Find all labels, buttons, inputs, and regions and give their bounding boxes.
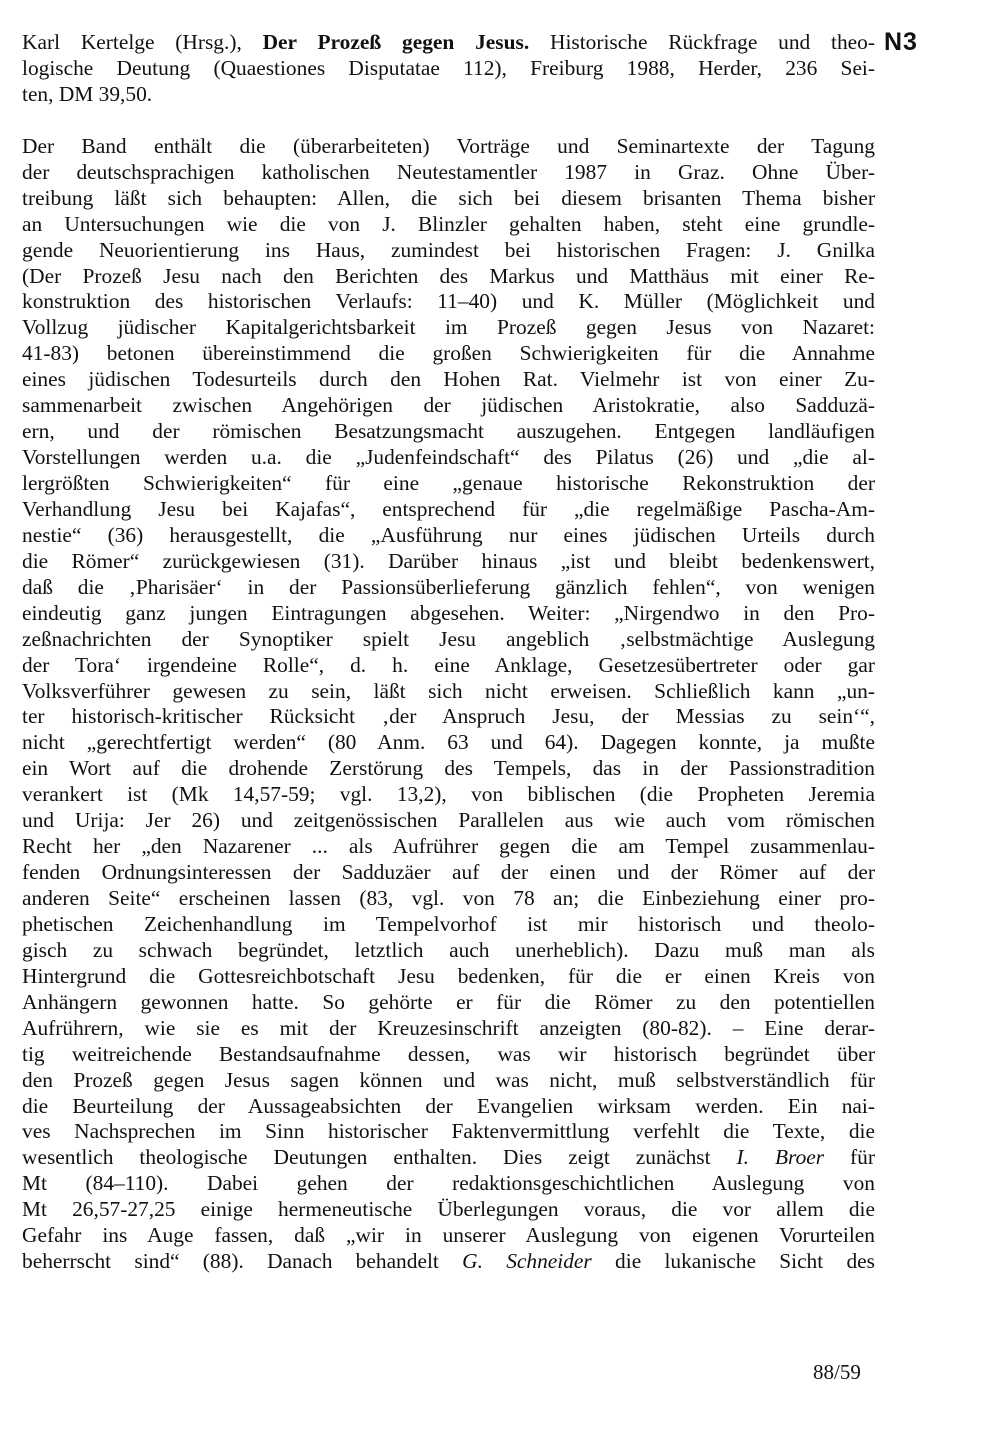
text-line: und Urija: Jer 26) und zeitgenössischen Parallelen aus wie auch vom römischen [22,808,875,833]
text-line: Mt 26,57-27,25 einige hermeneutische Überlegungen voraus, die vor allem die [22,1197,875,1222]
text-line: eindeutig ganz jungen Eintragungen abgesehen. Weiter: „Nirgendwo in den Pro- [22,600,875,625]
text-line: ves Nachsprechen im Sinn historischer Faktenvermittlung verfehlt die Texte, die [22,1119,875,1144]
text-line: der deutschsprachigen katholischen Neutestamentler 1987 in Graz. Ohne Über- [22,159,875,184]
text-line: treibung läßt sich behaupten: Allen, die sich bei diesem brisanten Thema bisher [22,185,875,210]
book-author: Karl Kertelge (Hrsg.), [22,30,263,54]
section-code: N3 [884,28,918,56]
text-line: 41-83) betonen übereinstimmend die großen Schwierigkeiten für die Annahme [22,341,875,366]
book-title: Der Prozeß gegen Jesus. [262,30,530,54]
cited-author-schneider: G. Schneider [462,1249,592,1274]
text-line: ter historisch-kritischer Rücksicht ‚der Anspruch Jesu, der Messias zu sein‘“, [22,704,875,729]
text-line: nicht „gerechtfertigt werden“ (80 Anm. 63 und 64). Dagegen konnte, ja mußte [22,730,875,755]
text-line: zeßnachrichten der Synoptiker spielt Jesu angeblich ‚selbstmächtige Auslegung [22,626,875,651]
text-line: verankert ist (Mk 14,57-59; vgl. 13,2), von biblischen (die Propheten Jeremia [22,782,875,807]
text-line: konstruktion des historischen Verlaufs: 11–40) und K. Müller (Möglichkeit und [22,289,875,314]
bibliography-line-2: logische Deutung (Quaestiones Disputatae 112), Freiburg 1988, Herder, 236 Sei- [22,55,875,80]
text-segment: wesentlich theologische Deutungen enthalten. Dies zeigt zunächst [22,1145,711,1170]
text-line: Vorstellungen werden u.a. die „Judenfeindschaft“ des Pilatus (26) und „die al- [22,445,875,470]
text-line: an Untersuchungen wie die von J. Blinzler gehalten haben, steht eine grundle- [22,211,875,236]
text-line: sammenarbeit zwischen Angehörigen der jüdischen Aristokratie, also Sadduzä- [22,393,875,418]
text-line: eines jüdischen Todesurteils durch den Hohen Rat. Vielmehr ist von einer Zu- [22,367,875,392]
text-line: die Römer“ zurückgewiesen (31). Darüber hinaus „ist und bleibt bedenkenswert, [22,548,875,573]
text-line: gisch zu schwach begründet, letztlich auch unerheblich). Dazu muß man als [22,937,875,962]
book-subtitle: Historische Rückfrage und theo- [529,30,875,54]
text-line: fenden Ordnungsinteressen der Sadduzäer auf der einen und der Römer auf der [22,860,875,885]
text-segment: beherrscht sind“ (88). Danach behandelt [22,1249,439,1274]
page-number: 88/59 [813,1360,861,1384]
text-line: lergrößten Schwierigkeiten“ für eine „genaue historische Rekonstruktion der [22,471,875,495]
paragraph-gap [22,108,875,134]
text-line: nestie“ (36) herausgestellt, die „Ausführung nur eines jüdischen Urteils durch [22,522,875,547]
text-line: gende Neuorientierung ins Haus, zumindest bei historischen Fragen: J. Gnilka [22,237,875,262]
text-line: Anhängern gewonnen hatte. So gehörte er für die Römer zu den potentiellen [22,989,875,1014]
text-line: daß die ‚Pharisäer‘ in der Passionsüberlieferung gänzlich fehlen“, von wenigen [22,574,875,599]
text-line: Hintergrund die Gottesreichbotschaft Jesu bedenken, für die er einen Kreis von [22,963,875,988]
text-segment: für [824,1145,875,1170]
text-line [22,1249,875,1275]
text-line: Mt (84–110). Dabei gehen der redaktionsgeschichtlichen Auslegung von [22,1171,875,1196]
text-line: Verhandlung Jesu bei Kajafas“, entsprechend für „die regelmäßige Pascha-Am- [22,496,875,521]
text-line: (Der Prozeß Jesu nach den Berichten des Markus und Matthäus mit einer Re- [22,263,875,288]
text-line: anderen Seite“ erscheinen lassen (83, vgl. von 78 an; die Einbeziehung einer pro- [22,886,875,910]
text-line: Recht her „den Nazarener ... als Aufrührer gegen die am Tempel zusammenlau- [22,834,875,859]
review-page [22,30,875,1275]
text-line: ern, und der römischen Besatzungsmacht auszugehen. Entgegen landläufigen [22,419,875,444]
bibliography-line-1 [22,30,875,56]
text-line: die Beurteilung der Aussageabsichten der Evangelien wirksam werden. Ein nai- [22,1093,875,1118]
text-line: Gefahr ins Auge fassen, daß „wir in unserer Auslegung von eigenen Vorurteilen [22,1223,875,1248]
text-line: Volksverführer gewesen zu sein, läßt sich nicht erweisen. Schließlich kann „un- [22,678,875,703]
text-line: tig weitreichende Bestandsaufnahme dessen, was wir historisch begründet über [22,1041,875,1066]
text-line: Der Band enthält die (überarbeiteten) Vorträge und Seminartexte der Tagung [22,133,875,158]
text-line [22,1145,875,1171]
text-line: ein Wort auf die drohende Zerstörung des Tempels, das in der Passionstradition [22,756,875,781]
text-line: der Tora‘ irgendeine Rolle“, d. h. eine Anklage, Gesetzesübertreter oder gar [22,652,875,677]
text-line: Aufrührern, wie sie es mit der Kreuzesinschrift anzeigten (80-82). – Eine derar- [22,1015,875,1040]
text-line: Vollzug jüdischer Kapitalgerichtsbarkeit im Prozeß gegen Jesus von Nazaret: [22,315,875,340]
text-line: phetischen Zeichenhandlung im Tempelvorhof ist mir historisch und theolo- [22,911,875,936]
bibliography-line-3: ten, DM 39,50. [22,81,153,106]
cited-author-broer: I. Broer [736,1145,825,1170]
text-segment: die lukanische Sicht des [591,1249,875,1274]
text-line: den Prozeß gegen Jesus sagen können und was nicht, muß selbstverständlich für [22,1067,875,1092]
